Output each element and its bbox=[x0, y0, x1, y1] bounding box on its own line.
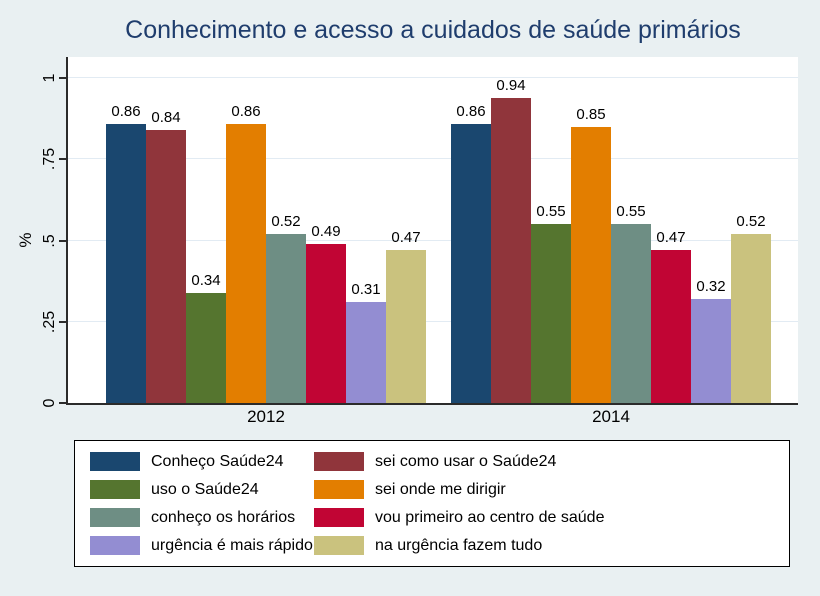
legend-label: urgência é mais rápido bbox=[151, 536, 313, 554]
bar bbox=[146, 109, 186, 403]
x-category-label: 2014 bbox=[592, 407, 630, 426]
y-axis-title: % bbox=[16, 232, 35, 248]
legend-item bbox=[314, 476, 789, 504]
bar-value-label: 0.55 bbox=[616, 203, 646, 221]
bar bbox=[186, 271, 226, 404]
bar-value-label: 0.31 bbox=[351, 281, 381, 299]
bar bbox=[571, 105, 611, 403]
bar bbox=[691, 278, 731, 403]
legend-label: sei como usar o Saúde24 bbox=[375, 452, 557, 470]
bar-value-label: 0.94 bbox=[496, 76, 526, 94]
bar bbox=[306, 222, 346, 403]
bar bbox=[531, 203, 571, 403]
y-tick-mark bbox=[59, 321, 66, 323]
legend-item bbox=[314, 532, 789, 560]
y-tick-label: .25 bbox=[41, 310, 58, 333]
legend-label: Conheço Saúde24 bbox=[151, 452, 284, 470]
bar-value-label: 0.47 bbox=[391, 229, 421, 247]
y-tick-label: .75 bbox=[41, 148, 58, 171]
legend-item bbox=[90, 448, 314, 476]
legend-swatch bbox=[314, 508, 364, 527]
legend-item bbox=[90, 476, 314, 504]
legend-swatch bbox=[314, 536, 364, 555]
bar bbox=[611, 203, 651, 403]
bar-value-label: 0.52 bbox=[271, 213, 301, 230]
x-axis-line bbox=[66, 403, 798, 405]
bar bbox=[731, 213, 771, 403]
legend-label: uso o Saúde24 bbox=[151, 480, 259, 498]
bar bbox=[346, 281, 386, 403]
y-axis-line bbox=[66, 57, 68, 405]
y-tick-label: 0 bbox=[41, 398, 58, 408]
bar-value-label: 0.34 bbox=[191, 271, 221, 289]
bar-value-label: 0.32 bbox=[696, 278, 726, 295]
legend-label: vou primeiro ao centro de saúde bbox=[375, 508, 605, 526]
bar-value-label: 0.86 bbox=[231, 102, 261, 120]
legend-swatch bbox=[90, 480, 140, 499]
legend-item bbox=[90, 532, 314, 560]
legend-item bbox=[314, 448, 789, 476]
legend-swatch bbox=[314, 480, 364, 499]
y-tick-mark bbox=[59, 240, 66, 242]
legend-swatch bbox=[90, 536, 140, 555]
bar-value-label: 0.52 bbox=[736, 213, 766, 230]
bar bbox=[226, 102, 266, 404]
bar bbox=[386, 229, 426, 403]
legend-label: conheço os horários bbox=[151, 508, 296, 526]
legend-label: na urgência fazem tudo bbox=[375, 536, 543, 554]
y-tick-mark bbox=[59, 77, 66, 79]
bar-value-label: 0.85 bbox=[576, 105, 606, 123]
bar bbox=[266, 213, 306, 403]
x-category-label: 2012 bbox=[247, 407, 285, 426]
legend bbox=[74, 440, 790, 567]
legend-label: sei onde me dirigir bbox=[375, 480, 506, 498]
bar-group-2012 bbox=[106, 57, 426, 403]
legend-swatch bbox=[90, 452, 140, 471]
y-tick-mark bbox=[59, 402, 66, 404]
legend-swatch bbox=[314, 452, 364, 471]
plot-area bbox=[68, 57, 798, 403]
bar-value-label: 0.49 bbox=[311, 222, 341, 240]
bar-value-label: 0.47 bbox=[656, 229, 686, 247]
y-tick-mark bbox=[59, 158, 66, 160]
chart-title: Conhecimento e acesso a cuidados de saúde primários bbox=[125, 16, 741, 44]
bar-value-label: 0.86 bbox=[456, 102, 486, 120]
legend-item bbox=[314, 504, 789, 532]
bar bbox=[491, 76, 531, 404]
legend-item bbox=[90, 504, 314, 532]
y-tick-label: 1 bbox=[41, 73, 58, 83]
bar-value-label: 0.86 bbox=[111, 102, 141, 120]
bar-group-2014 bbox=[451, 57, 771, 403]
y-tick-label: .5 bbox=[41, 233, 58, 248]
bar-value-label: 0.55 bbox=[536, 203, 566, 221]
bar bbox=[106, 102, 146, 404]
bar bbox=[451, 102, 491, 404]
bar-value-label: 0.84 bbox=[151, 109, 181, 126]
legend-swatch bbox=[90, 508, 140, 527]
bar bbox=[651, 229, 691, 403]
